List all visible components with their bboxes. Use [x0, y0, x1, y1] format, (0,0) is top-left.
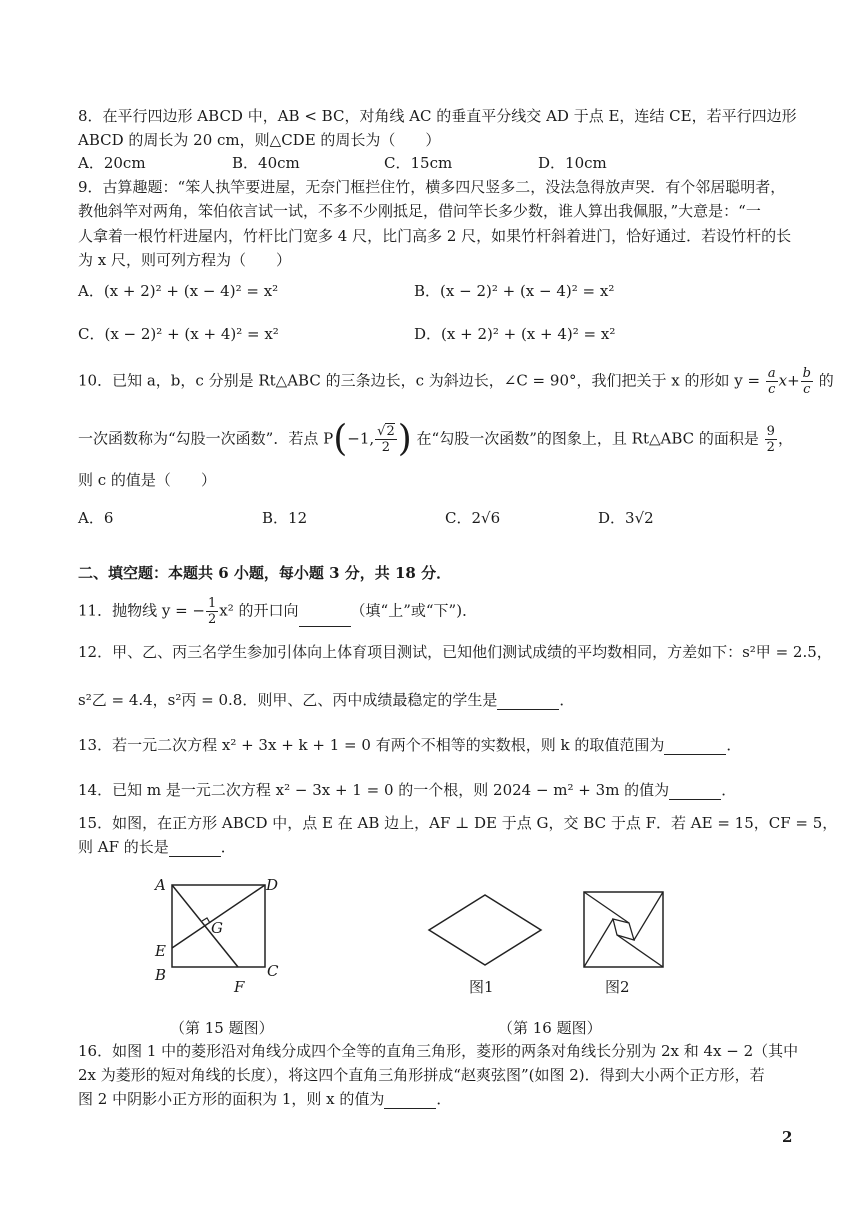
q10-option-c: C．2√6 [445, 509, 501, 527]
fraction-b-over-c: $\frac{b}{c}$ [802, 366, 811, 397]
q10-line1: 10．已知 a，b，c 分别是 Rt△ABC 的三条边长，c 为斜边长，∠C = 90°，我们把关于 x 的形如 y = $\frac{a}{c}$ x+ $\frac{b}{c}$ 的 [78, 366, 834, 397]
q12-line2 [78, 690, 574, 710]
q9-line4: 为 x 尺，则可列方程为（ ） [78, 251, 291, 269]
q15-line2-text: 则 AF 的长是 [78, 838, 169, 856]
q11-text-b: x² 的开口向 [219, 601, 299, 620]
q13-line [78, 735, 741, 755]
fig15-label-f: F [234, 978, 245, 996]
q11-text-c: （填“上”或“下”)． [350, 601, 478, 620]
q11-line [78, 596, 477, 627]
q14-line [78, 780, 736, 800]
q14-answer-blank[interactable] [669, 784, 721, 800]
q12-line2-text: s²乙 = 4.4，s²丙 = 0.8．则甲、乙、丙中成绩最稳定的学生是 [78, 691, 498, 709]
q10-line3: 则 c 的值是（ ） [78, 471, 216, 489]
fig15-label-e: E [155, 942, 166, 960]
q9-line1: 9．古算趣题：“笨人执竿要进屋，无奈门框拦住竹，横多四尺竖多二，没法急得放声哭．有个邻居聪明者， [78, 178, 786, 196]
q10-line2-end: ， [777, 429, 793, 448]
q16-end: ． [436, 1090, 452, 1108]
q10-line2: 一次函数称为“勾股一次函数”．若点 P(−1, $\frac{√2}{2}$ ) 在“勾股一次函数”的图象上，且 Rt△ABC 的面积是 $\frac{9}{2}$ ， [78, 418, 793, 460]
q16-line2: 2x 为菱形的短对角线的长度），将这四个直角三角形拼成“赵爽弦图”(如图 2)．得到大小两个正方形，若 [78, 1066, 765, 1084]
q8-option-a: A．20cm [78, 154, 146, 172]
q14-end: ． [721, 781, 737, 799]
q11-answer-blank[interactable] [299, 611, 351, 627]
caption-figure-16: （第 16 题图） [498, 1019, 602, 1037]
fraction-1-over-2: $\frac{1}{2}$ [208, 596, 217, 627]
q10-line1-end: 的 [818, 371, 834, 390]
q13-text: 13．若一元二次方程 x² + 3x + k + 1 = 0 有两个不相等的实数根，则 k 的取值范围为 [78, 736, 665, 754]
q13-answer-blank[interactable] [664, 739, 726, 755]
q16-answer-blank[interactable] [384, 1093, 436, 1109]
q10-line2-mid: 在“勾股一次函数”的图象上，且 Rt△ABC 的面积是 [416, 429, 759, 448]
q15-answer-blank[interactable] [169, 841, 221, 857]
fig15-label-g: G [211, 919, 223, 937]
fig15-label-d: D [266, 876, 279, 894]
q8-option-b: B．40cm [232, 154, 300, 172]
fig16-label-2: 图2 [605, 978, 630, 996]
fraction-a-over-c: $\frac{a}{c}$ [767, 366, 776, 397]
figure-16-zhaoshuang [580, 888, 670, 970]
q8-line2: ABCD 的周长为 20 cm，则△CDE 的周长为（ ） [78, 131, 441, 149]
caption-figure-15: （第 15 题图） [170, 1019, 274, 1037]
page-number: 2 [782, 1128, 793, 1146]
q10-option-b: B．12 [262, 509, 308, 527]
fig15-label-b: B [155, 966, 167, 984]
q15-end: ． [220, 838, 236, 856]
q13-end: ． [726, 736, 742, 754]
q10-line2-text: 一次函数称为“勾股一次函数”．若点 P [78, 429, 334, 448]
fraction-sqrt2-over-2: $\frac{√2}{2}$ [377, 424, 395, 455]
q9-option-d: D．(x + 2)² + (x + 4)² = x² [414, 325, 616, 343]
q9-line2: 教他斜竿对两角，笨伯依言试一试，不多不少刚抵足，借问竿长多少数，谁人算出我佩服，”大意是：“一 [78, 202, 761, 220]
q15-line1: 15．如图，在正方形 ABCD 中，点 E 在 AB 边上，AF ⊥ DE 于点 G，交 BC 于点 F．若 AE = 15，CF = 5， [78, 814, 838, 832]
q9-option-a: A．(x + 2)² + (x − 4)² = x² [78, 282, 279, 300]
q10-option-d: D．3√2 [598, 509, 654, 527]
fraction-9-over-2: $\frac{9}{2}$ [766, 424, 775, 455]
q9-option-c: C．(x − 2)² + (x + 4)² = x² [78, 325, 279, 343]
fig15-label-c: C [267, 962, 279, 980]
q9-line3: 人拿着一根竹杆进屋内，竹杆比门宽多 4 尺，比门高多 2 尺，如果竹杆斜着进门，恰好通过．若设竹杆的长 [78, 227, 792, 245]
q8-option-d: D．10cm [538, 154, 607, 172]
fig15-label-a: A [155, 876, 166, 894]
q10-line1-text: 10．已知 a，b，c 分别是 Rt△ABC 的三条边长，c 为斜边长，∠C = 90°，我们把关于 x 的形如 y = [78, 371, 761, 390]
q10-option-a: A．6 [78, 509, 114, 527]
q16-line1: 16．如图 1 中的菱形沿对角线分成四个全等的直角三角形，菱形的两条对角线长分别为 2x 和 4x − 2（其中 [78, 1042, 799, 1060]
q9-option-b: B．(x − 2)² + (x − 4)² = x² [414, 282, 615, 300]
q8-line1: 8．在平行四边形 ABCD 中，AB < BC，对角线 AC 的垂直平分线交 AD 于点 E，连结 CE，若平行四边形 [78, 107, 797, 125]
q12-end: ． [559, 691, 575, 709]
q11-text-a: 11．抛物线 y = − [78, 601, 206, 620]
figure-16-rhombus [425, 890, 545, 970]
q12-line1: 12．甲、乙、丙三名学生参加引体向上体育项目测试，已知他们测试成绩的平均数相同，方差如下：s²甲 = 2.5， [78, 643, 832, 661]
section-heading: 二、填空题：本题共 6 小题，每小题 3 分，共 18 分． [78, 564, 452, 582]
q8-option-c: C．15cm [384, 154, 453, 172]
q14-text: 14．已知 m 是一元二次方程 x² − 3x + 1 = 0 的一个根，则 2024 − m² + 3m 的值为 [78, 781, 670, 799]
q16-line3 [78, 1089, 451, 1109]
q16-line3-text: 图 2 中阴影小正方形的面积为 1，则 x 的值为 [78, 1090, 385, 1108]
q12-answer-blank[interactable] [497, 694, 559, 710]
fig16-label-1: 图1 [469, 978, 494, 996]
q15-line2 [78, 837, 236, 857]
